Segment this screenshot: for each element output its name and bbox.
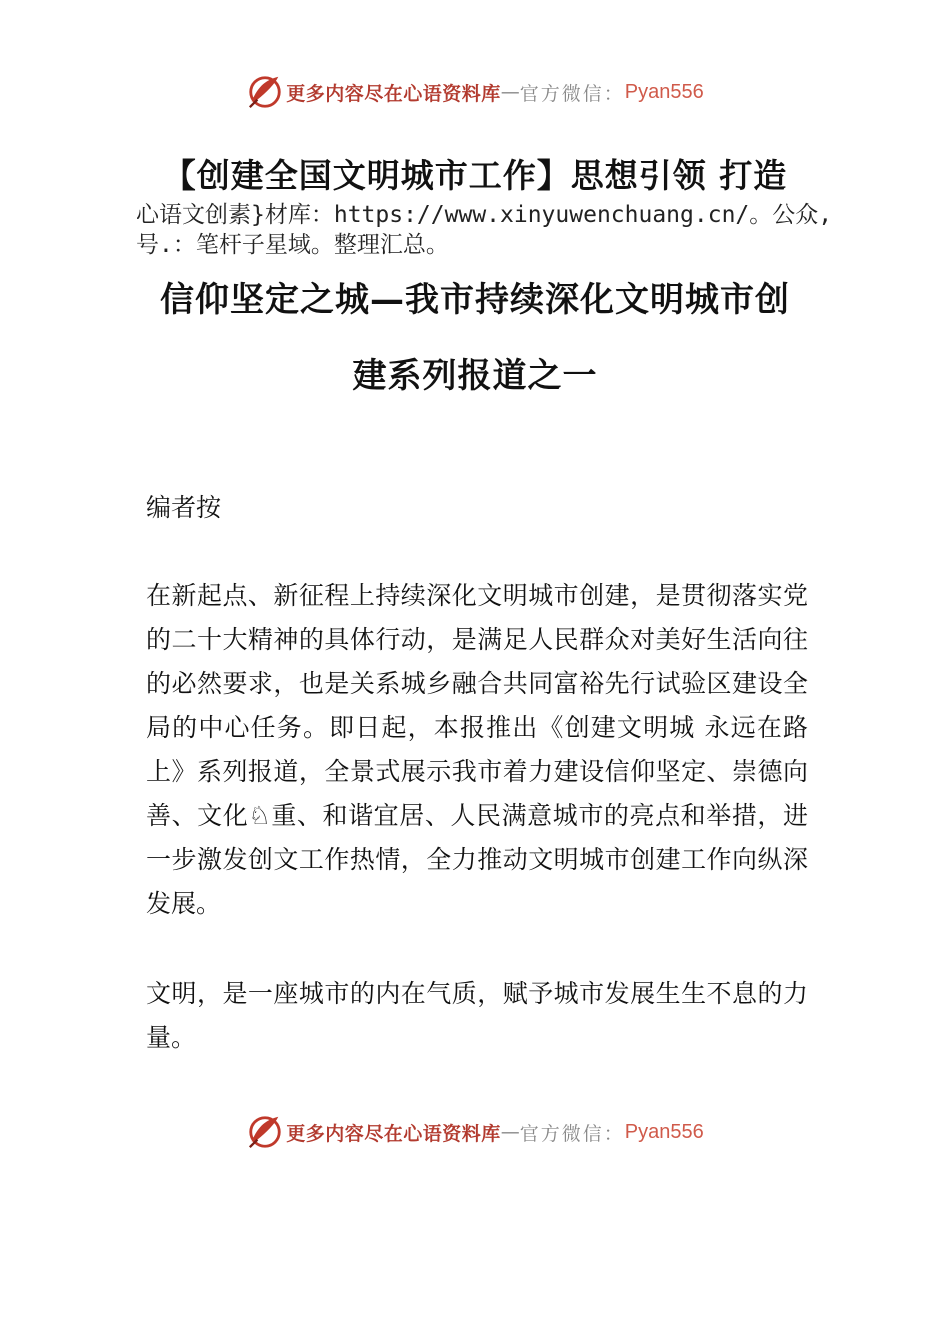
quill-pen-seal-icon: [246, 73, 284, 111]
banner-wechat-id: Pyan556: [624, 80, 704, 103]
document-title-line-1: 【创建全国文明城市工作】思想引领 打造: [162, 156, 788, 195]
quill-pen-seal-icon: [246, 1113, 284, 1151]
banner-separator: —: [500, 81, 520, 103]
banner-text: 更多内容尽在心语资料库: [286, 82, 501, 105]
document-title-line-2: 信仰坚定之城—我市持续深化文明城市创: [160, 280, 790, 320]
editor-note-heading: 编者按: [146, 493, 222, 522]
banner-wechat-label: 官方微信：: [519, 1122, 625, 1145]
body-paragraph-2: 文明，是一座城市的内在气质，赋予城市发展生生不息的力量。: [146, 979, 808, 1052]
banner-separator: —: [500, 1121, 520, 1143]
body-paragraph-1: 在新起点、新征程上持续深化文明城市创建，是贯彻落实党的二十大精神的具体行动，是满足人民群众对美好生活向往的必然要求，也是关系城乡融合共同富裕先行试验区建设全局的中心任务。即日起，本报推出《创建文明城 永远在路上》系列报道，全景式展示我市着力建设信仰坚定、崇德向善、文化♘重、和谐宜居、人民满意城市的亮点和举措，进一步激发创文工作热情，全力推动文明城市创建工作向纵深发展。: [146, 581, 808, 918]
footer-banner: [0, 1112, 950, 1152]
header-banner: [0, 72, 950, 112]
banner-wechat-label: 官方微信：: [519, 82, 625, 105]
document-title-line-3: 建系列报道之一: [352, 356, 598, 396]
banner-wechat-id: Pyan556: [624, 1120, 704, 1143]
banner-text: 更多内容尽在心语资料库: [286, 1122, 501, 1145]
source-note: 心语文创素}材库：https://www.xinyuwenchuang.cn/。公众,号.：笔杆子星域。整理汇总。: [136, 202, 833, 258]
